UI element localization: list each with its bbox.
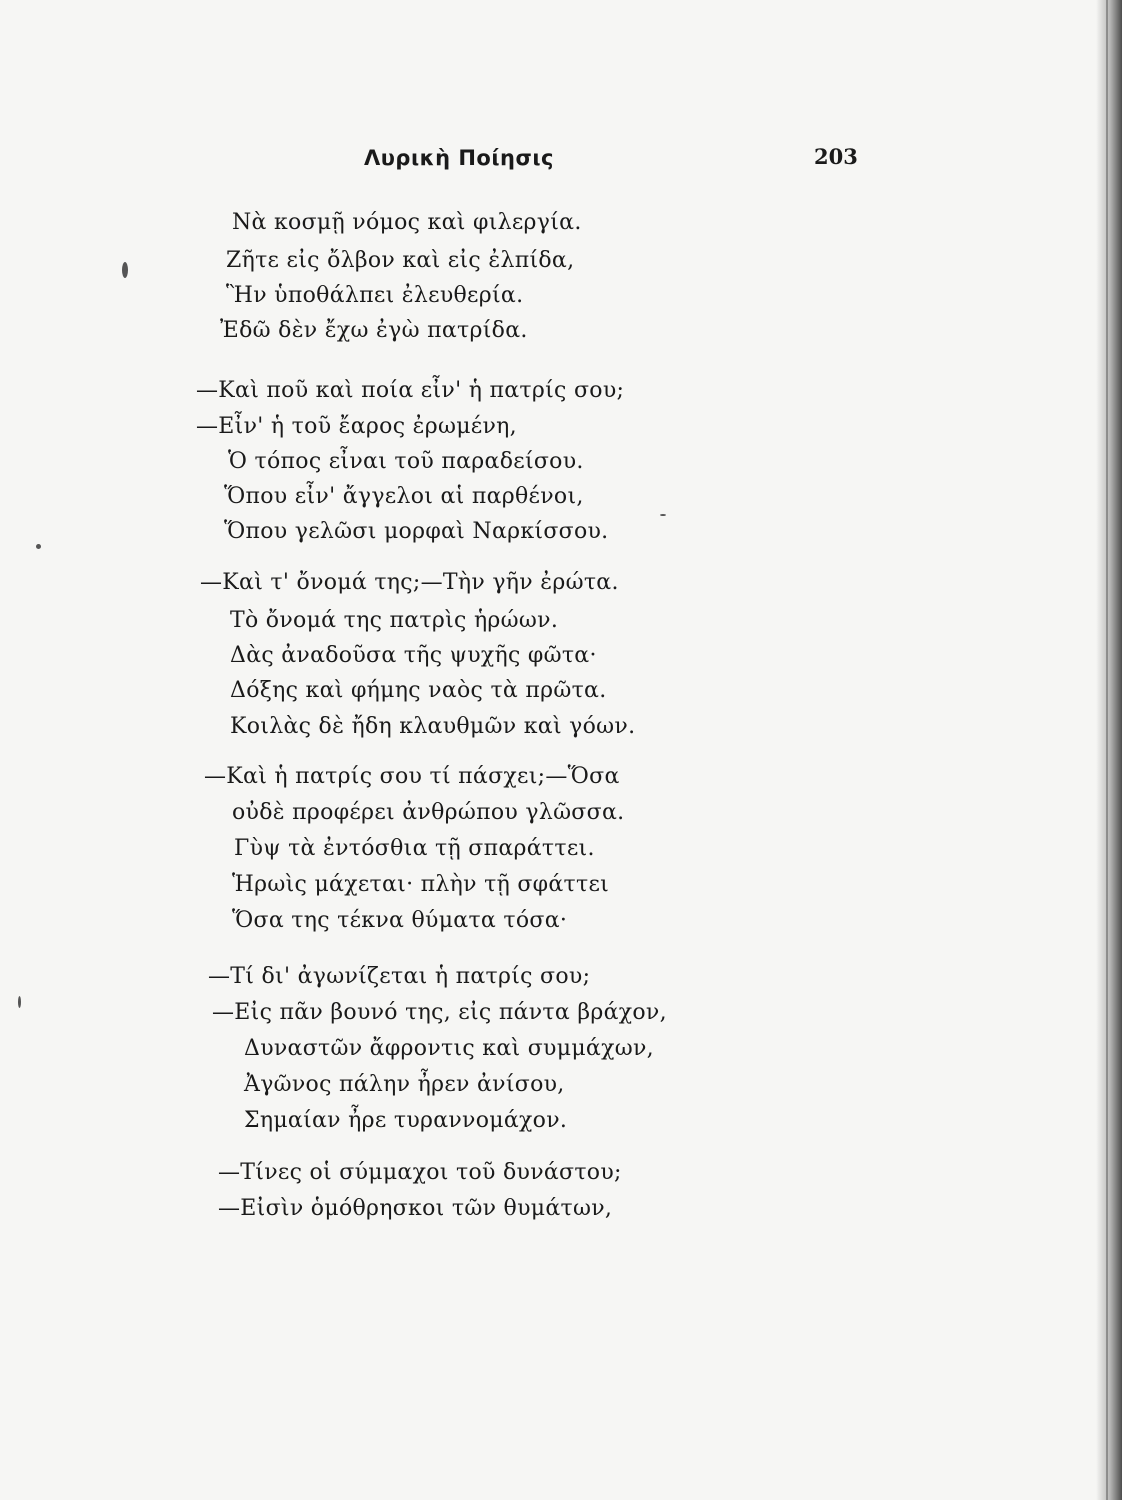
ink-speck [18,996,21,1008]
poem-line: Ἀγῶνος πάλην ἦρεν ἀνίσου, [244,1072,565,1097]
poem-line: —Καὶ τ' ὄνομά της;—Τὴν γῆν ἐρώτα. [200,570,619,595]
poem-line: Κοιλὰς δὲ ἤδη κλαυθμῶν καὶ γόων. [230,714,636,739]
page-number: 203 [814,144,858,169]
poem-line: —Καὶ ποῦ καὶ ποία εἶν' ἡ πατρίς σου; [196,378,625,403]
running-header-title: Λυρικὴ Ποίησις [364,146,554,170]
poem-line: Γὺψ τὰ ἐντόσθια τῇ σπαράττει. [234,836,595,861]
poem-line: —Τίνες οἱ σύμμαχοι τοῦ δυνάστου; [218,1160,622,1185]
poem-line: —Καὶ ἡ πατρίς σου τί πάσχει;—Ὅσα [204,764,620,789]
poem-line: —Εἰσὶν ὁμόθρησκοι τῶν θυμάτων, [218,1196,613,1221]
poem-line: —Τί δι' ἀγωνίζεται ἡ πατρίς σου; [208,964,591,989]
poem-line: Ὅπου εἶν' ἄγγελοι αἱ παρθένοι, [224,484,584,509]
poem-line: Δυναστῶν ἄφροντις καὶ συμμάχων, [244,1036,654,1061]
poem-line: Ὅσα της τέκνα θύματα τόσα· [232,908,568,933]
poem-line: Δόξης καὶ φήμης ναὸς τὰ πρῶτα. [230,678,607,703]
poem-line: Ἐδῶ δὲν ἔχω ἐγὼ πατρίδα. [220,318,528,343]
poem-line: Ἡρωὶς μάχεται· πλὴν τῇ σφάττει [232,872,610,897]
ink-speck [122,262,128,278]
ink-speck [36,544,41,549]
poem-line: Τὸ ὄνομά της πατρὶς ἡρώων. [230,608,559,633]
poem-line: —Εἰς πᾶν βουνό της, εἰς πάντα βράχον, [212,1000,667,1025]
poem-line: Ζῆτε εἰς ὄλβον καὶ εἰς ἐλπίδα, [226,248,575,273]
poem-line: Ὅπου γελῶσι μορφαὶ Ναρκίσσου. [224,519,609,544]
binding-edge-shadow [1096,0,1122,1500]
ink-speck [660,514,666,516]
poem-line: —Εἶν' ἡ τοῦ ἔαρος ἐρωμένη, [196,414,517,439]
poem-line: Ὁ τόπος εἶναι τοῦ παραδείσου. [228,449,584,474]
poem-line: Σημαίαν ἦρε τυραννομάχον. [244,1108,568,1133]
binding-edge-line [1106,0,1108,1500]
poem-line: Δὰς ἀναδοῦσα τῆς ψυχῆς φῶτα· [230,643,597,668]
poem-line: Νὰ κοσμῇ νόμος καὶ φιλεργία. [232,210,582,235]
poem-line: Ἣν ὑποθάλπει ἐλευθερία. [226,283,524,308]
poem-line: οὐδὲ προφέρει ἀνθρώπου γλῶσσα. [232,800,625,825]
